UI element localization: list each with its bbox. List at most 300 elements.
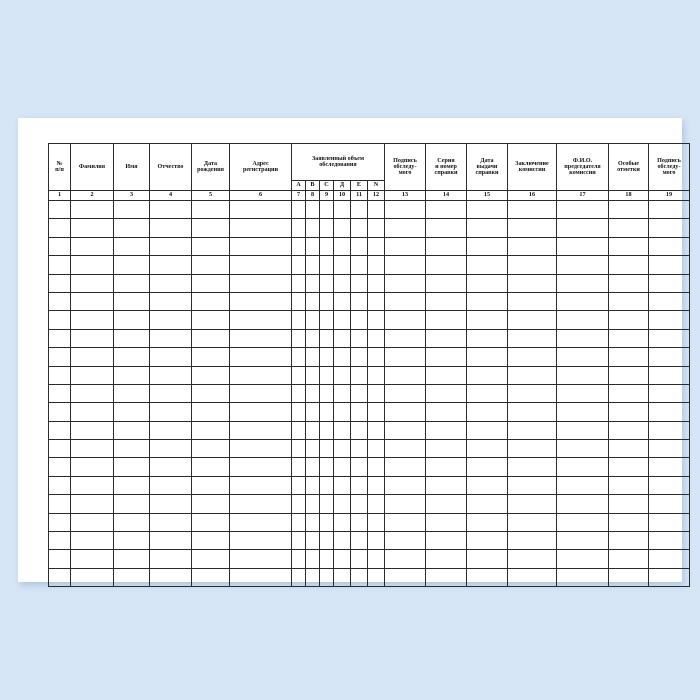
table-cell[interactable] <box>368 568 385 586</box>
table-cell[interactable] <box>150 513 192 531</box>
table-cell[interactable] <box>114 403 150 421</box>
table-cell[interactable] <box>649 292 690 310</box>
table-cell[interactable] <box>508 476 557 494</box>
table-cell[interactable] <box>292 421 306 439</box>
table-cell[interactable] <box>334 256 351 274</box>
table-cell[interactable] <box>368 348 385 366</box>
table-cell[interactable] <box>467 274 508 292</box>
table-cell[interactable] <box>114 476 150 494</box>
table-cell[interactable] <box>609 311 649 329</box>
table-cell[interactable] <box>385 495 426 513</box>
table-cell[interactable] <box>609 274 649 292</box>
table-cell[interactable] <box>320 292 334 310</box>
table-cell[interactable] <box>426 329 467 347</box>
table-cell[interactable] <box>292 403 306 421</box>
table-cell[interactable] <box>557 458 609 476</box>
table-cell[interactable] <box>150 219 192 237</box>
table-cell[interactable] <box>49 219 71 237</box>
table-cell[interactable] <box>467 219 508 237</box>
table-cell[interactable] <box>114 495 150 513</box>
table-row[interactable] <box>49 274 690 292</box>
table-cell[interactable] <box>320 495 334 513</box>
table-cell[interactable] <box>320 476 334 494</box>
table-cell[interactable] <box>230 256 292 274</box>
table-cell[interactable] <box>150 458 192 476</box>
table-cell[interactable] <box>49 458 71 476</box>
table-cell[interactable] <box>306 219 320 237</box>
table-cell[interactable] <box>230 458 292 476</box>
table-cell[interactable] <box>508 495 557 513</box>
table-cell[interactable] <box>467 513 508 531</box>
table-cell[interactable] <box>192 201 230 219</box>
table-cell[interactable] <box>150 237 192 255</box>
table-cell[interactable] <box>426 495 467 513</box>
table-cell[interactable] <box>71 513 114 531</box>
table-cell[interactable] <box>150 384 192 402</box>
table-cell[interactable] <box>385 458 426 476</box>
table-cell[interactable] <box>467 384 508 402</box>
table-cell[interactable] <box>368 274 385 292</box>
table-cell[interactable] <box>649 440 690 458</box>
table-cell[interactable] <box>385 384 426 402</box>
table-cell[interactable] <box>385 201 426 219</box>
table-cell[interactable] <box>368 421 385 439</box>
table-row[interactable] <box>49 219 690 237</box>
table-cell[interactable] <box>71 384 114 402</box>
table-cell[interactable] <box>114 329 150 347</box>
table-cell[interactable] <box>306 366 320 384</box>
table-cell[interactable] <box>426 219 467 237</box>
table-cell[interactable] <box>230 550 292 568</box>
table-cell[interactable] <box>557 366 609 384</box>
table-cell[interactable] <box>192 513 230 531</box>
table-cell[interactable] <box>49 329 71 347</box>
table-cell[interactable] <box>49 384 71 402</box>
table-cell[interactable] <box>150 476 192 494</box>
table-cell[interactable] <box>426 256 467 274</box>
table-cell[interactable] <box>385 476 426 494</box>
table-cell[interactable] <box>49 568 71 586</box>
table-cell[interactable] <box>385 311 426 329</box>
table-cell[interactable] <box>467 476 508 494</box>
table-cell[interactable] <box>426 274 467 292</box>
table-cell[interactable] <box>351 421 368 439</box>
table-cell[interactable] <box>150 550 192 568</box>
table-cell[interactable] <box>508 568 557 586</box>
table-row[interactable] <box>49 237 690 255</box>
table-cell[interactable] <box>557 421 609 439</box>
table-cell[interactable] <box>230 274 292 292</box>
table-cell[interactable] <box>49 440 71 458</box>
table-cell[interactable] <box>114 237 150 255</box>
table-cell[interactable] <box>609 495 649 513</box>
table-cell[interactable] <box>351 458 368 476</box>
table-cell[interactable] <box>114 311 150 329</box>
table-cell[interactable] <box>557 256 609 274</box>
table-cell[interactable] <box>114 366 150 384</box>
table-cell[interactable] <box>292 348 306 366</box>
table-row[interactable] <box>49 348 690 366</box>
table-cell[interactable] <box>368 495 385 513</box>
table-cell[interactable] <box>192 568 230 586</box>
table-cell[interactable] <box>150 274 192 292</box>
table-cell[interactable] <box>192 219 230 237</box>
table-cell[interactable] <box>351 237 368 255</box>
table-cell[interactable] <box>508 458 557 476</box>
table-cell[interactable] <box>292 476 306 494</box>
table-cell[interactable] <box>292 513 306 531</box>
table-cell[interactable] <box>609 403 649 421</box>
table-cell[interactable] <box>467 421 508 439</box>
table-cell[interactable] <box>368 201 385 219</box>
table-cell[interactable] <box>649 403 690 421</box>
table-cell[interactable] <box>557 495 609 513</box>
table-cell[interactable] <box>508 532 557 550</box>
table-cell[interactable] <box>114 219 150 237</box>
table-cell[interactable] <box>306 421 320 439</box>
table-cell[interactable] <box>649 219 690 237</box>
table-cell[interactable] <box>508 219 557 237</box>
table-cell[interactable] <box>230 440 292 458</box>
table-cell[interactable] <box>609 237 649 255</box>
table-cell[interactable] <box>426 513 467 531</box>
table-cell[interactable] <box>649 495 690 513</box>
table-cell[interactable] <box>71 550 114 568</box>
table-cell[interactable] <box>306 237 320 255</box>
table-cell[interactable] <box>71 458 114 476</box>
table-cell[interactable] <box>114 384 150 402</box>
table-cell[interactable] <box>292 201 306 219</box>
table-cell[interactable] <box>49 366 71 384</box>
table-cell[interactable] <box>609 513 649 531</box>
table-cell[interactable] <box>71 532 114 550</box>
table-cell[interactable] <box>368 403 385 421</box>
table-cell[interactable] <box>230 384 292 402</box>
table-cell[interactable] <box>467 532 508 550</box>
table-cell[interactable] <box>508 421 557 439</box>
table-cell[interactable] <box>649 458 690 476</box>
table-cell[interactable] <box>292 568 306 586</box>
table-cell[interactable] <box>114 550 150 568</box>
table-cell[interactable] <box>292 311 306 329</box>
table-cell[interactable] <box>557 476 609 494</box>
table-cell[interactable] <box>426 237 467 255</box>
table-cell[interactable] <box>320 568 334 586</box>
table-row[interactable] <box>49 532 690 550</box>
table-cell[interactable] <box>426 366 467 384</box>
table-cell[interactable] <box>320 532 334 550</box>
table-cell[interactable] <box>609 329 649 347</box>
table-cell[interactable] <box>71 421 114 439</box>
table-row[interactable] <box>49 568 690 586</box>
table-cell[interactable] <box>306 550 320 568</box>
table-cell[interactable] <box>385 329 426 347</box>
table-cell[interactable] <box>230 366 292 384</box>
table-cell[interactable] <box>49 274 71 292</box>
table-cell[interactable] <box>368 292 385 310</box>
table-cell[interactable] <box>649 201 690 219</box>
table-cell[interactable] <box>649 311 690 329</box>
table-cell[interactable] <box>192 495 230 513</box>
table-cell[interactable] <box>609 366 649 384</box>
table-cell[interactable] <box>49 311 71 329</box>
table-cell[interactable] <box>508 311 557 329</box>
table-cell[interactable] <box>292 256 306 274</box>
table-cell[interactable] <box>230 348 292 366</box>
table-cell[interactable] <box>306 256 320 274</box>
table-cell[interactable] <box>192 237 230 255</box>
table-cell[interactable] <box>368 311 385 329</box>
table-cell[interactable] <box>649 384 690 402</box>
table-cell[interactable] <box>71 348 114 366</box>
table-cell[interactable] <box>306 384 320 402</box>
table-cell[interactable] <box>192 550 230 568</box>
table-cell[interactable] <box>71 440 114 458</box>
table-cell[interactable] <box>557 532 609 550</box>
table-cell[interactable] <box>351 513 368 531</box>
table-cell[interactable] <box>385 274 426 292</box>
table-cell[interactable] <box>114 201 150 219</box>
table-cell[interactable] <box>368 458 385 476</box>
table-cell[interactable] <box>609 384 649 402</box>
table-cell[interactable] <box>609 348 649 366</box>
table-cell[interactable] <box>334 219 351 237</box>
table-cell[interactable] <box>368 440 385 458</box>
table-cell[interactable] <box>609 201 649 219</box>
table-cell[interactable] <box>114 348 150 366</box>
table-cell[interactable] <box>368 550 385 568</box>
table-cell[interactable] <box>385 421 426 439</box>
table-cell[interactable] <box>306 403 320 421</box>
table-row[interactable] <box>49 458 690 476</box>
table-cell[interactable] <box>467 329 508 347</box>
table-cell[interactable] <box>320 237 334 255</box>
table-cell[interactable] <box>508 237 557 255</box>
table-cell[interactable] <box>306 201 320 219</box>
table-cell[interactable] <box>150 329 192 347</box>
table-cell[interactable] <box>351 476 368 494</box>
table-cell[interactable] <box>320 458 334 476</box>
table-cell[interactable] <box>334 421 351 439</box>
table-cell[interactable] <box>71 366 114 384</box>
table-cell[interactable] <box>609 532 649 550</box>
table-cell[interactable] <box>508 329 557 347</box>
table-cell[interactable] <box>467 366 508 384</box>
table-cell[interactable] <box>306 329 320 347</box>
table-cell[interactable] <box>467 440 508 458</box>
table-cell[interactable] <box>557 384 609 402</box>
table-cell[interactable] <box>508 292 557 310</box>
table-cell[interactable] <box>150 495 192 513</box>
table-cell[interactable] <box>320 274 334 292</box>
table-cell[interactable] <box>508 513 557 531</box>
table-cell[interactable] <box>306 532 320 550</box>
table-cell[interactable] <box>230 532 292 550</box>
table-cell[interactable] <box>467 403 508 421</box>
table-cell[interactable] <box>467 311 508 329</box>
table-cell[interactable] <box>385 568 426 586</box>
table-cell[interactable] <box>351 550 368 568</box>
table-cell[interactable] <box>351 532 368 550</box>
table-cell[interactable] <box>351 292 368 310</box>
table-cell[interactable] <box>306 476 320 494</box>
table-cell[interactable] <box>334 513 351 531</box>
table-cell[interactable] <box>385 237 426 255</box>
table-cell[interactable] <box>426 458 467 476</box>
table-cell[interactable] <box>557 348 609 366</box>
table-cell[interactable] <box>292 366 306 384</box>
table-cell[interactable] <box>320 311 334 329</box>
table-cell[interactable] <box>150 366 192 384</box>
table-cell[interactable] <box>508 348 557 366</box>
table-cell[interactable] <box>320 421 334 439</box>
table-cell[interactable] <box>150 440 192 458</box>
table-cell[interactable] <box>351 274 368 292</box>
table-row[interactable] <box>49 513 690 531</box>
table-cell[interactable] <box>230 237 292 255</box>
table-cell[interactable] <box>426 421 467 439</box>
table-cell[interactable] <box>557 403 609 421</box>
table-cell[interactable] <box>557 237 609 255</box>
table-cell[interactable] <box>49 348 71 366</box>
table-cell[interactable] <box>368 219 385 237</box>
table-cell[interactable] <box>649 256 690 274</box>
table-cell[interactable] <box>385 219 426 237</box>
table-cell[interactable] <box>334 348 351 366</box>
table-cell[interactable] <box>368 237 385 255</box>
table-cell[interactable] <box>192 348 230 366</box>
table-cell[interactable] <box>385 550 426 568</box>
table-cell[interactable] <box>334 201 351 219</box>
table-cell[interactable] <box>306 458 320 476</box>
table-cell[interactable] <box>150 311 192 329</box>
table-cell[interactable] <box>192 476 230 494</box>
table-cell[interactable] <box>426 311 467 329</box>
table-cell[interactable] <box>306 440 320 458</box>
table-cell[interactable] <box>230 201 292 219</box>
table-cell[interactable] <box>192 292 230 310</box>
table-cell[interactable] <box>150 348 192 366</box>
table-cell[interactable] <box>320 329 334 347</box>
table-cell[interactable] <box>320 256 334 274</box>
table-cell[interactable] <box>426 403 467 421</box>
table-cell[interactable] <box>71 476 114 494</box>
table-cell[interactable] <box>334 292 351 310</box>
table-cell[interactable] <box>467 458 508 476</box>
table-row[interactable] <box>49 256 690 274</box>
table-cell[interactable] <box>49 421 71 439</box>
table-cell[interactable] <box>192 384 230 402</box>
table-cell[interactable] <box>557 274 609 292</box>
table-cell[interactable] <box>334 458 351 476</box>
table-cell[interactable] <box>334 311 351 329</box>
table-cell[interactable] <box>49 237 71 255</box>
table-row[interactable] <box>49 440 690 458</box>
table-cell[interactable] <box>609 421 649 439</box>
table-cell[interactable] <box>508 201 557 219</box>
table-cell[interactable] <box>292 384 306 402</box>
table-row[interactable] <box>49 495 690 513</box>
table-cell[interactable] <box>508 440 557 458</box>
table-cell[interactable] <box>649 476 690 494</box>
table-cell[interactable] <box>609 476 649 494</box>
table-cell[interactable] <box>292 458 306 476</box>
table-cell[interactable] <box>320 384 334 402</box>
table-cell[interactable] <box>368 384 385 402</box>
table-cell[interactable] <box>609 568 649 586</box>
table-cell[interactable] <box>385 532 426 550</box>
table-cell[interactable] <box>114 440 150 458</box>
table-cell[interactable] <box>292 219 306 237</box>
table-cell[interactable] <box>292 532 306 550</box>
table-cell[interactable] <box>150 568 192 586</box>
table-cell[interactable] <box>351 311 368 329</box>
table-cell[interactable] <box>334 440 351 458</box>
table-cell[interactable] <box>306 311 320 329</box>
table-cell[interactable] <box>306 292 320 310</box>
table-cell[interactable] <box>230 421 292 439</box>
table-cell[interactable] <box>426 476 467 494</box>
table-cell[interactable] <box>557 219 609 237</box>
table-cell[interactable] <box>508 403 557 421</box>
table-cell[interactable] <box>467 348 508 366</box>
table-cell[interactable] <box>334 403 351 421</box>
table-cell[interactable] <box>649 550 690 568</box>
table-cell[interactable] <box>230 292 292 310</box>
table-cell[interactable] <box>192 329 230 347</box>
table-cell[interactable] <box>426 348 467 366</box>
table-cell[interactable] <box>292 292 306 310</box>
table-cell[interactable] <box>467 292 508 310</box>
table-row[interactable] <box>49 550 690 568</box>
table-cell[interactable] <box>334 568 351 586</box>
table-cell[interactable] <box>306 495 320 513</box>
table-cell[interactable] <box>292 274 306 292</box>
table-cell[interactable] <box>334 366 351 384</box>
table-cell[interactable] <box>609 256 649 274</box>
table-cell[interactable] <box>467 550 508 568</box>
table-cell[interactable] <box>426 568 467 586</box>
table-cell[interactable] <box>320 366 334 384</box>
table-cell[interactable] <box>385 292 426 310</box>
table-cell[interactable] <box>467 201 508 219</box>
table-cell[interactable] <box>192 366 230 384</box>
table-row[interactable] <box>49 311 690 329</box>
table-cell[interactable] <box>385 513 426 531</box>
table-cell[interactable] <box>49 292 71 310</box>
table-cell[interactable] <box>351 219 368 237</box>
table-cell[interactable] <box>426 201 467 219</box>
table-cell[interactable] <box>649 421 690 439</box>
table-cell[interactable] <box>351 256 368 274</box>
table-cell[interactable] <box>351 495 368 513</box>
table-cell[interactable] <box>385 403 426 421</box>
table-cell[interactable] <box>557 568 609 586</box>
table-cell[interactable] <box>649 366 690 384</box>
table-cell[interactable] <box>150 403 192 421</box>
table-cell[interactable] <box>557 550 609 568</box>
table-cell[interactable] <box>467 495 508 513</box>
table-cell[interactable] <box>114 421 150 439</box>
table-cell[interactable] <box>508 274 557 292</box>
table-cell[interactable] <box>292 550 306 568</box>
table-cell[interactable] <box>649 513 690 531</box>
table-cell[interactable] <box>114 458 150 476</box>
table-cell[interactable] <box>508 550 557 568</box>
table-cell[interactable] <box>192 311 230 329</box>
table-cell[interactable] <box>385 440 426 458</box>
table-cell[interactable] <box>334 274 351 292</box>
